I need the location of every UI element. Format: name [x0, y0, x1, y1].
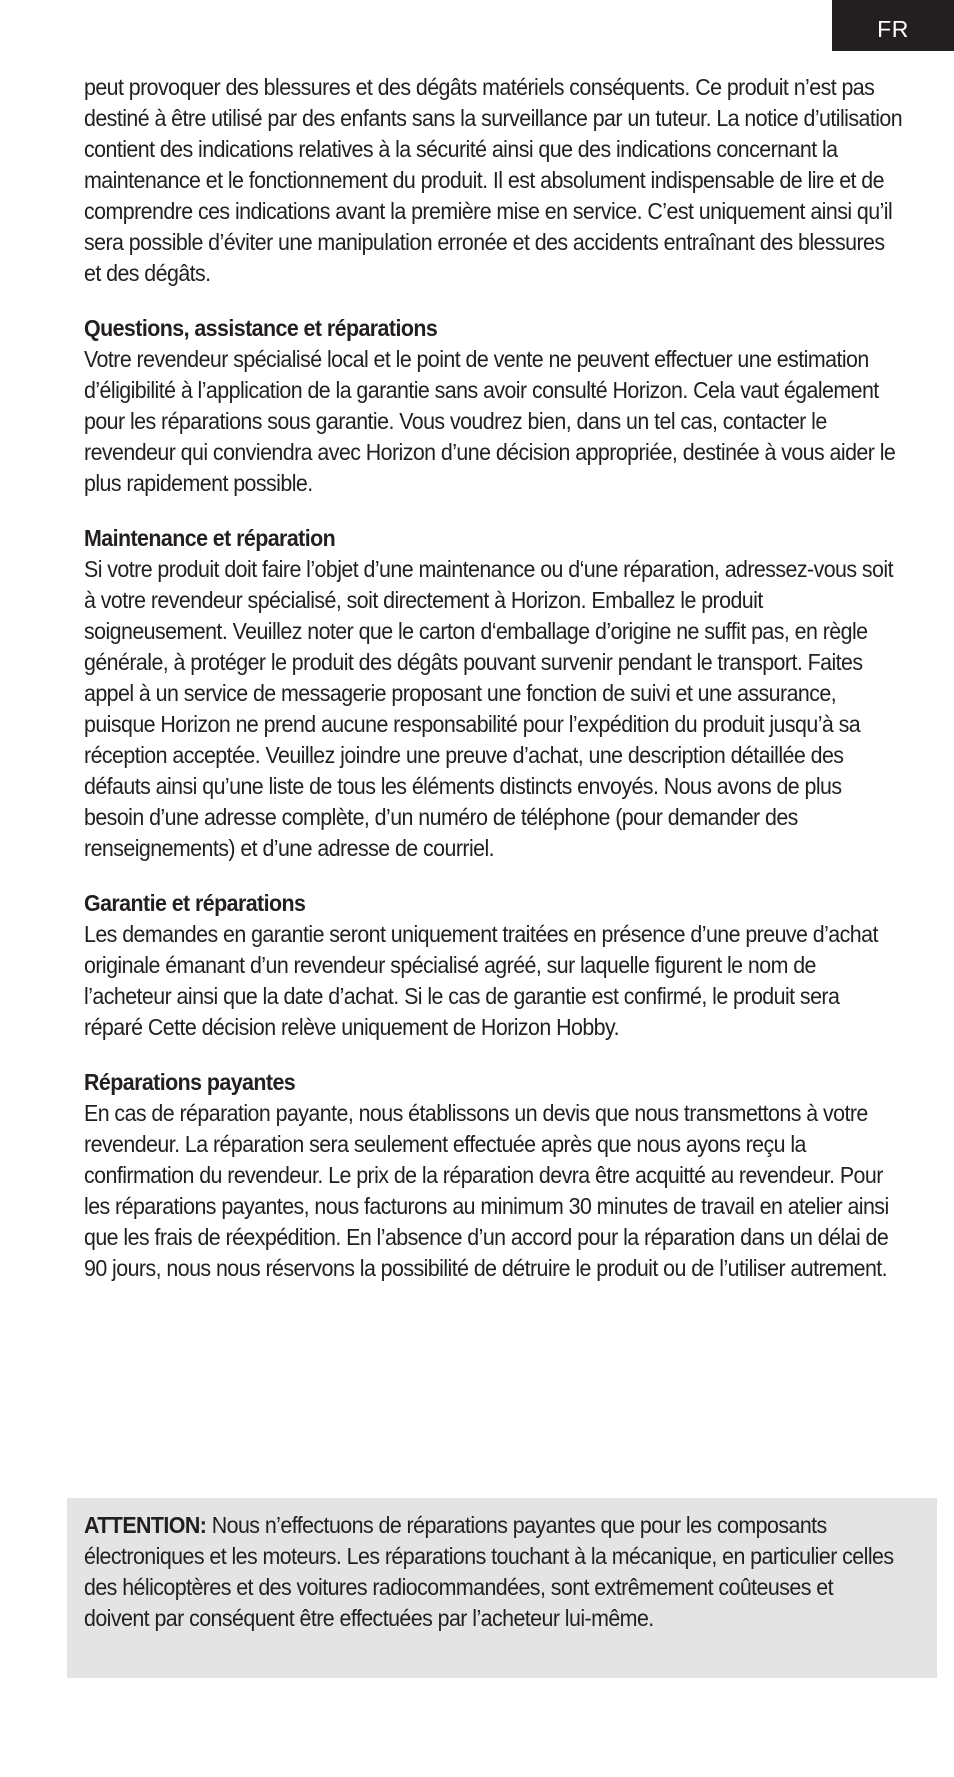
section-body: Votre revendeur spécialisé local et le point de vente ne peuvent effectuer une estimation d’éligibilité à l’application de la garantie sans avoir consulté Horizon. Cela vaut également pour les réparations sous garantie. Vous voudrez bien, dans un tel cas, contacter le revendeur qui conviendra avec Horizon d’une décision appropriée, destinée à vous aider le plus rapidement possible. — [84, 346, 896, 496]
section-paid-repairs — [84, 1067, 889, 1284]
language-tab: FR — [832, 0, 954, 51]
attention-paragraph — [84, 1510, 902, 1634]
section-body: Les demandes en garantie seront uniquement traitées en présence d’une preuve d’achat originale émanant d’un revendeur spécialisé agréé, sur laquelle figurent le nom de l’acheteur ainsi que la date d’achat. Si le cas de garantie est confirmé, le produit sera réparé Cette décision relève uniquement de Horizon Hobby. — [84, 921, 878, 1040]
document-body — [84, 72, 903, 1284]
section-questions — [84, 313, 896, 499]
section-heading: Maintenance et réparation — [84, 525, 336, 551]
section-warranty — [84, 888, 884, 1043]
section-maintenance — [84, 523, 893, 864]
section-heading: Réparations payantes — [84, 1069, 296, 1095]
section-body: En cas de réparation payante, nous établissons un devis que nous transmettons à votre revendeur. La réparation sera seulement effectuée après que nous ayons reçu la confirmation du revendeur. Le prix de la réparation devra être acquitté au revendeur. Pour les réparations payantes, nous facturons au minimum 30 minutes de travail en atelier ainsi que les frais de réexpédition. En l’absence d’un accord pour la réparation dans un délai de 90 jours, nous nous réservons la possibilité de détruire le produit ou de l’utiliser autrement. — [84, 1100, 889, 1281]
intro-paragraph: peut provoquer des blessures et des dégâts matériels conséquents. Ce produit n’est pas destiné à être utilisé par des enfants sans la surveillance par un tuteur. La notice d’utilisation contient des indications relatives à la sécurité ainsi que des indications concernant la maintenance et le fonctionnement du produit. Il est absolument indispensable de lire et de comprendre ces indications avant la première mise en service. C’est uniquement ainsi qu’il sera possible d’éviter une manipulation erronée et des accidents entraînant des blessures et des dégâts. — [84, 74, 903, 286]
section-body: Si votre produit doit faire l’objet d’une maintenance ou d‘une réparation, adressez-vous soit à votre revendeur spécialisé, soit directement à Horizon. Emballez le produit soigneusement. Veuillez noter que le carton d‘emballage d’origine ne suffit pas, en règle générale, à protéger le produit des dégâts pouvant survenir pendant le transport. Faites appel à un service de messagerie proposant une fonction de suivi et une assurance, puisque Horizon ne prend aucune responsabilité pour l’expédition du produit jusqu’à sa réception acceptée. Veuillez joindre une preuve d’achat, une description détaillée des défauts ainsi qu’une liste de tous les éléments distincts envoyés. Nous avons de plus besoin d’une adresse complète, d’un numéro de téléphone (pour demander des renseignements) et d’une adresse de courriel. — [84, 556, 893, 861]
attention-label: ATTENTION: — [84, 1512, 207, 1538]
attention-box — [67, 1498, 937, 1678]
section-heading: Garantie et réparations — [84, 890, 306, 916]
section-heading: Questions, assistance et réparations — [84, 315, 438, 341]
attention-text: Nous n’effectuons de réparations payantes que pour les composants électroniques et les moteurs. Les réparations touchant à la mécanique, en particulier celles des hélicoptères et des voitures radiocommandées, sont extrêmement coûteuses et doivent par conséquent être effectuées par l’acheteur lui-même. — [84, 1512, 894, 1631]
